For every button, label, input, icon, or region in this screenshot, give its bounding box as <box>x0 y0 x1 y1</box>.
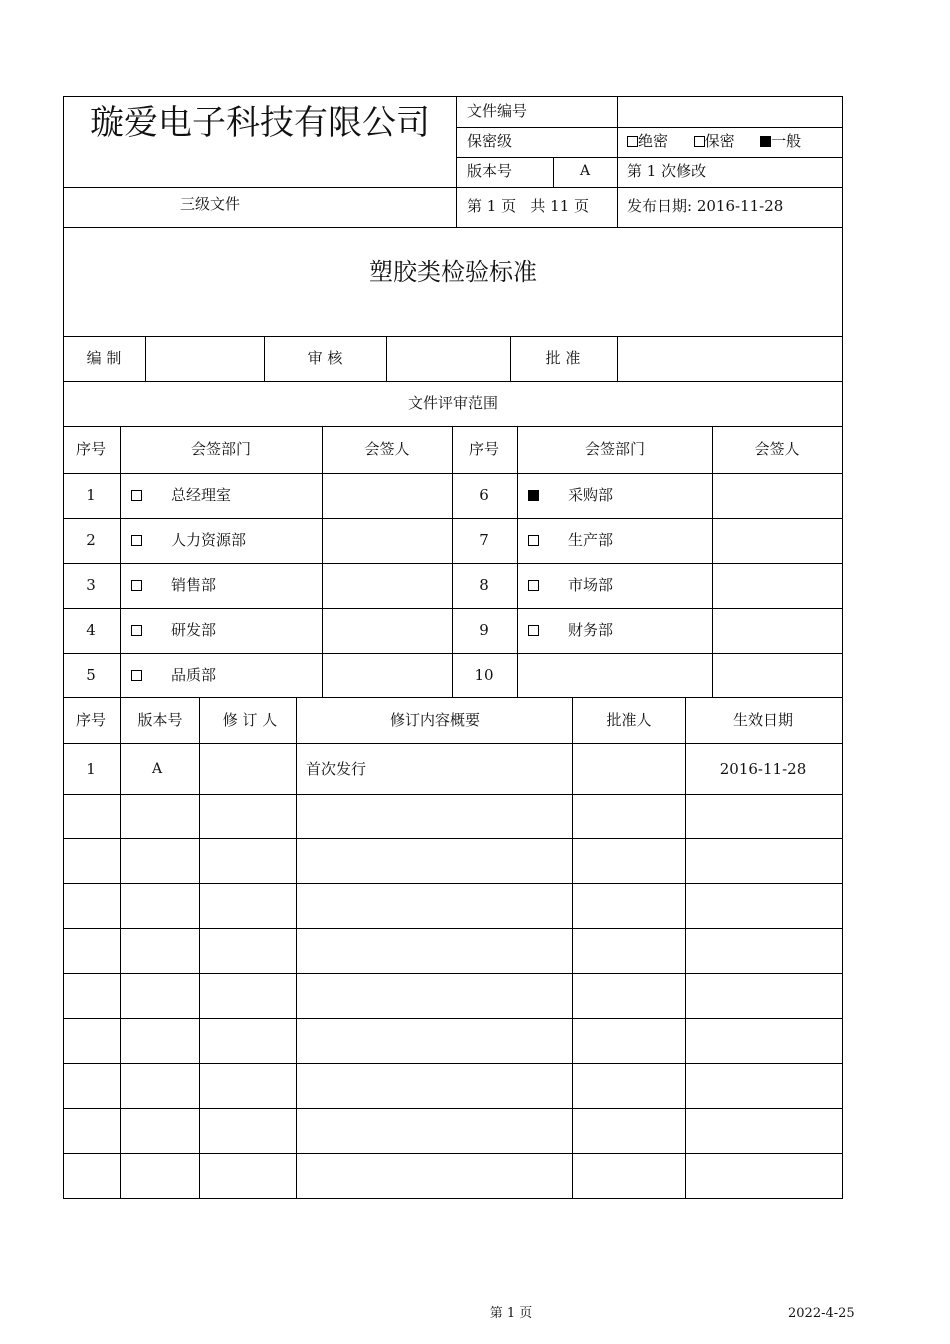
row-seq: 9 <box>479 621 489 639</box>
dept-name: 销售部 <box>171 576 217 594</box>
dept-name: 市场部 <box>568 576 614 594</box>
dept-checkbox[interactable] <box>528 535 539 546</box>
rev-header-seq: 序号 <box>75 711 107 729</box>
col-header-seq: 序号 <box>75 440 107 458</box>
secrecy-checkbox-general[interactable] <box>760 136 771 147</box>
dept-name: 财务部 <box>568 621 614 639</box>
secrecy-options <box>627 134 801 149</box>
row-seq: 1 <box>86 486 96 504</box>
dept-checkbox[interactable] <box>528 580 539 591</box>
rev-version: A <box>151 761 163 777</box>
row-seq: 5 <box>86 666 96 684</box>
dept-name: 品质部 <box>171 666 217 684</box>
approve-signature-field[interactable] <box>618 337 842 381</box>
secrecy-checkbox-top-secret[interactable] <box>627 136 638 147</box>
dept-checkbox[interactable] <box>131 535 142 546</box>
col-header-seq: 序号 <box>468 440 500 458</box>
rev-header-reviser: 修 订 人 <box>222 711 278 729</box>
dept-name: 总经理室 <box>171 486 232 504</box>
row-seq: 3 <box>86 576 96 594</box>
secrecy-option-label: 保密 <box>704 132 735 150</box>
dept-name: 生产部 <box>568 531 614 549</box>
page-info: 第 1 页 共 11 页 <box>467 197 590 215</box>
dept-name: 采购部 <box>568 486 614 504</box>
version-value: A <box>579 163 591 179</box>
dept-checkbox[interactable] <box>131 625 142 636</box>
document-title: 塑胶类检验标准 <box>369 258 537 286</box>
company-name: 璇爱电子科技有限公司 <box>90 103 430 143</box>
compile-signature-field[interactable] <box>146 337 264 381</box>
review-scope-title: 文件评审范围 <box>407 394 499 412</box>
dept-checkbox[interactable] <box>131 670 142 681</box>
approve-label: 批 准 <box>545 349 581 367</box>
doc-number-label: 文件编号 <box>467 102 528 120</box>
row-seq: 2 <box>86 531 96 549</box>
rev-header-approver: 批准人 <box>606 711 652 729</box>
secrecy-option-label: 绝密 <box>638 132 669 150</box>
row-seq: 10 <box>474 666 494 684</box>
dept-checkbox[interactable] <box>528 625 539 636</box>
rev-header-version: 版本号 <box>137 711 183 729</box>
col-header-dept: 会签部门 <box>190 440 252 458</box>
dept-name: 人力资源部 <box>171 531 247 549</box>
row-seq: 8 <box>479 576 489 594</box>
footer-date: 2022-4-25 <box>788 1306 855 1321</box>
rev-summary: 首次发行 <box>306 760 367 778</box>
rev-header-summary: 修订内容概要 <box>389 711 481 729</box>
compile-label: 编 制 <box>86 349 122 367</box>
rev-seq: 1 <box>86 760 96 778</box>
row-seq: 6 <box>479 486 489 504</box>
secrecy-option-label: 一般 <box>771 132 802 150</box>
row-seq: 4 <box>86 621 96 639</box>
rev-effective-date: 2016-11-28 <box>719 760 807 778</box>
revision-count: 第 1 次修改 <box>627 162 707 180</box>
row-seq: 7 <box>479 531 489 549</box>
publish-date: 发布日期: 2016-11-28 <box>627 197 784 215</box>
review-signature-field[interactable] <box>387 337 510 381</box>
footer-page-number: 第 1 页 <box>489 1306 533 1321</box>
dept-name: 研发部 <box>171 621 217 639</box>
col-header-signer: 会签人 <box>364 440 410 458</box>
rev-header-effective: 生效日期 <box>732 711 794 729</box>
dept-checkbox[interactable] <box>131 490 142 501</box>
col-header-dept: 会签部门 <box>584 440 646 458</box>
review-label: 审 核 <box>307 349 343 367</box>
secrecy-checkbox-secret[interactable] <box>694 136 705 147</box>
dept-checkbox[interactable] <box>528 490 539 501</box>
document-level: 三级文件 <box>179 195 241 213</box>
col-header-signer: 会签人 <box>754 440 800 458</box>
secrecy-label: 保密级 <box>467 132 513 150</box>
dept-checkbox[interactable] <box>131 580 142 591</box>
version-label: 版本号 <box>467 162 513 180</box>
